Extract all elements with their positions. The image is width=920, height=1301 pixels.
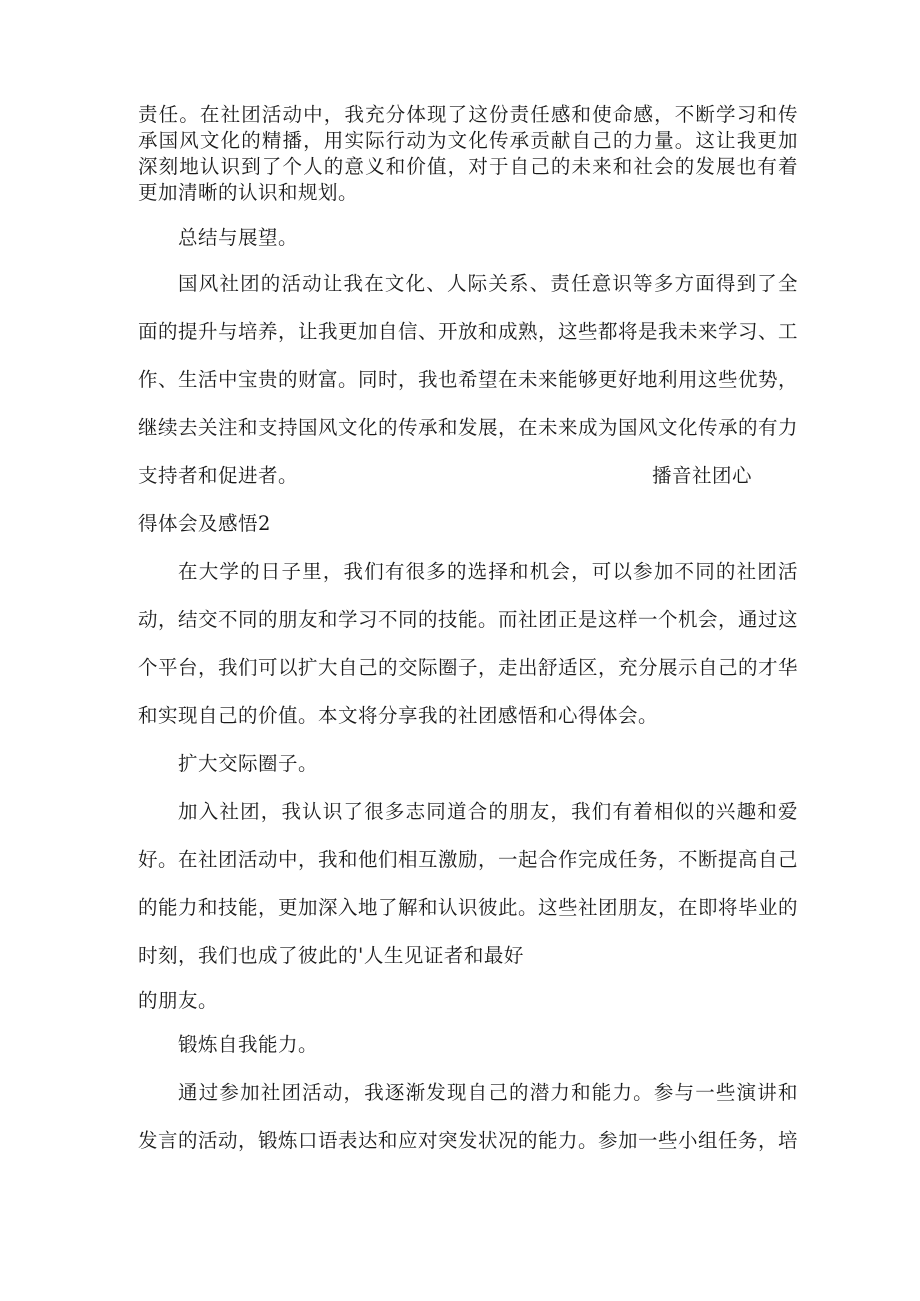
- paragraph-line: 在大学的日子里，我们有很多的选择和机会，可以参加不同的社团活: [178, 560, 798, 583]
- section-heading: 总结与展望。: [178, 226, 299, 249]
- paragraph-line: 承国风文化的精播，用实际行动为文化传承贡献自己的力量。这让我更加: [138, 129, 798, 152]
- paragraph-line: 的能力和技能，更加深入地了解和认识彼此。这些社团朋友，在即将毕业的: [138, 896, 799, 919]
- paragraph-line: 加入社团，我认识了很多志同道合的朋友，我们有着相似的兴趣和爱: [178, 800, 798, 823]
- paragraph-line: 动，结交不同的朋友和学习不同的技能。而社团正是这样一个机会，通过这: [138, 608, 799, 631]
- section-heading: 扩大交际圈子。: [178, 752, 319, 775]
- paragraph-line: 面的提升与培养，让我更加自信、开放和成熟，这些都将是我未来学习、工: [138, 320, 799, 343]
- paragraph-line: 作、生活中宝贵的财富。同时，我也希望在未来能够更好地利用这些优势，: [138, 368, 799, 391]
- article-title-part: 播音社团心: [652, 464, 753, 487]
- article-title-part: 得体会及感悟2: [138, 512, 271, 535]
- paragraph-line: 个平台，我们可以扩大自己的交际圈子，走出舒适区，充分展示自己的才华: [138, 656, 799, 679]
- paragraph-line: 和实现自己的价值。本文将分享我的社团感悟和心得体会。: [138, 704, 659, 727]
- paragraph-line: 发言的活动，锻炼口语表达和应对突发状况的能力。参加一些小组任务，培: [138, 1129, 799, 1152]
- paragraph-line: 责任。在社团活动中，我充分体现了这份责任感和使命感，不断学习和传: [138, 103, 798, 126]
- paragraph-line: 好。在社团活动中，我和他们相互激励，一起合作完成任务，不断提高自己: [138, 848, 799, 871]
- paragraph-line: 支持者和促进者。: [138, 464, 299, 487]
- paragraph-line: 更加清晰的认识和规划。: [138, 181, 359, 204]
- paragraph-line: 继续去关注和支持国风文化的传承和发展，在未来成为国风文化传承的有力: [138, 416, 799, 439]
- paragraph-line: 通过参加社团活动，我逐渐发现自己的潜力和能力。参与一些演讲和: [178, 1081, 798, 1104]
- paragraph-line: 时刻，我们也成了彼此的'人生见证者和最好: [138, 944, 524, 967]
- paragraph-line: 深刻地认识到了个人的意义和价值，对于自己的未来和社会的发展也有着: [138, 155, 798, 178]
- paragraph-line: 国风社团的活动让我在文化、人际关系、责任意识等多方面得到了全: [178, 272, 798, 295]
- paragraph-line: 的朋友。: [138, 989, 219, 1012]
- section-heading: 锻炼自我能力。: [178, 1033, 319, 1056]
